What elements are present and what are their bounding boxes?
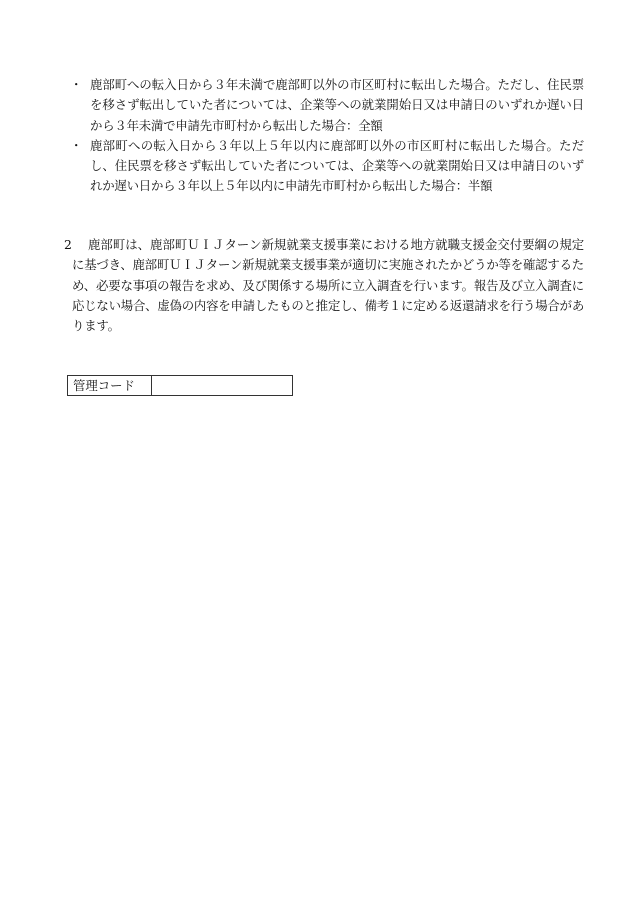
- condition-bullet-list: [74, 75, 584, 197]
- section-number: 2: [64, 237, 72, 252]
- management-code-field[interactable]: [152, 376, 293, 396]
- section-paragraph: 鹿部町は、鹿部町ＵＩＪターン新規就業支援事業における地方就職支援金交付要綱の規定に基づき、鹿部町ＵＩＪターン新規就業支援事業が適切に実施されたかどうか等を確認するため、必要な事項の報告を求め、及び関係する場所に立入調査を行います。報告及び立入調査に応じない場合、虚偽の内容を申請したものと推定し、備考１に定める返還請求を行う場合があります。: [72, 237, 585, 334]
- management-code-table: [67, 375, 293, 396]
- management-code-label: 管理コード: [68, 376, 152, 396]
- bullet-item-half-refund: ・ 鹿部町への転入日から３年以上５年以内に鹿部町以外の市区町村に転出した場合。ただし、住民票を移さず転出していた者については、企業等への就業開始日又は申請日のいずれか遅い日から３年以上５年以内に申請先市町村から転出した場合：半額: [74, 136, 584, 197]
- section-2: [64, 235, 584, 336]
- bullet-item-full-refund: ・ 鹿部町への転入日から３年未満で鹿部町以外の市区町村に転出した場合。ただし、住民票を移さず転出していた者については、企業等への就業開始日又は申請日のいずれか遅い日から３年未満で申請先市町村から転出した場合：全額: [74, 75, 584, 136]
